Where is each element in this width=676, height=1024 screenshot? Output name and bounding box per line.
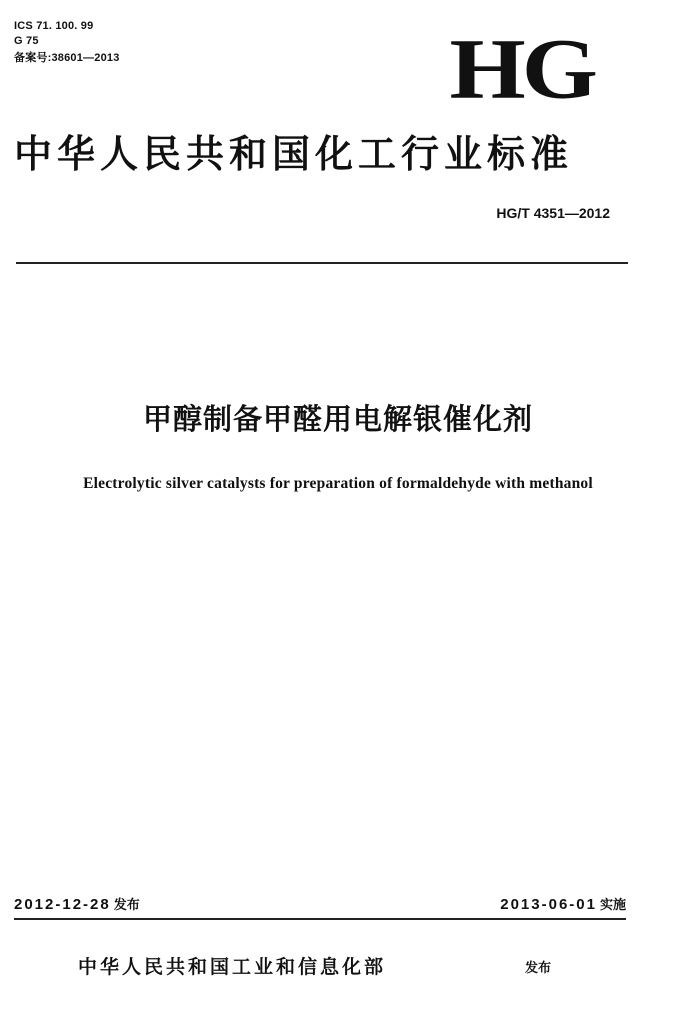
effective-date-label: 实施 xyxy=(599,898,626,913)
filing-number: 备案号:38601—2013 xyxy=(14,52,120,64)
issue-date-value: 2012-12-28 xyxy=(14,896,111,913)
document-title-chinese: 甲醇制备甲醛用电解银催化剂 xyxy=(142,402,533,436)
issue-date-label: 发布 xyxy=(113,898,140,913)
publisher-name: 中华人民共和国工业和信息化部 xyxy=(78,956,387,978)
standard-category-title: 中华人民共和国化工行业标准 xyxy=(14,131,574,176)
effective-date xyxy=(500,896,626,915)
standard-number: HG/T 4351—2012 xyxy=(496,205,610,221)
bottom-divider xyxy=(14,918,626,920)
effective-date-value: 2013-06-01 xyxy=(500,896,597,913)
top-divider xyxy=(16,262,628,264)
hg-logo: HG xyxy=(449,21,594,117)
document-title-english: Electrolytic silver catalysts for preparation of formaldehyde with methanol xyxy=(83,475,593,492)
publisher-action: 发布 xyxy=(525,961,552,976)
ics-code: ICS 71. 100. 99 xyxy=(14,20,94,32)
ccs-code: G 75 xyxy=(14,35,39,47)
issue-date xyxy=(14,896,140,915)
